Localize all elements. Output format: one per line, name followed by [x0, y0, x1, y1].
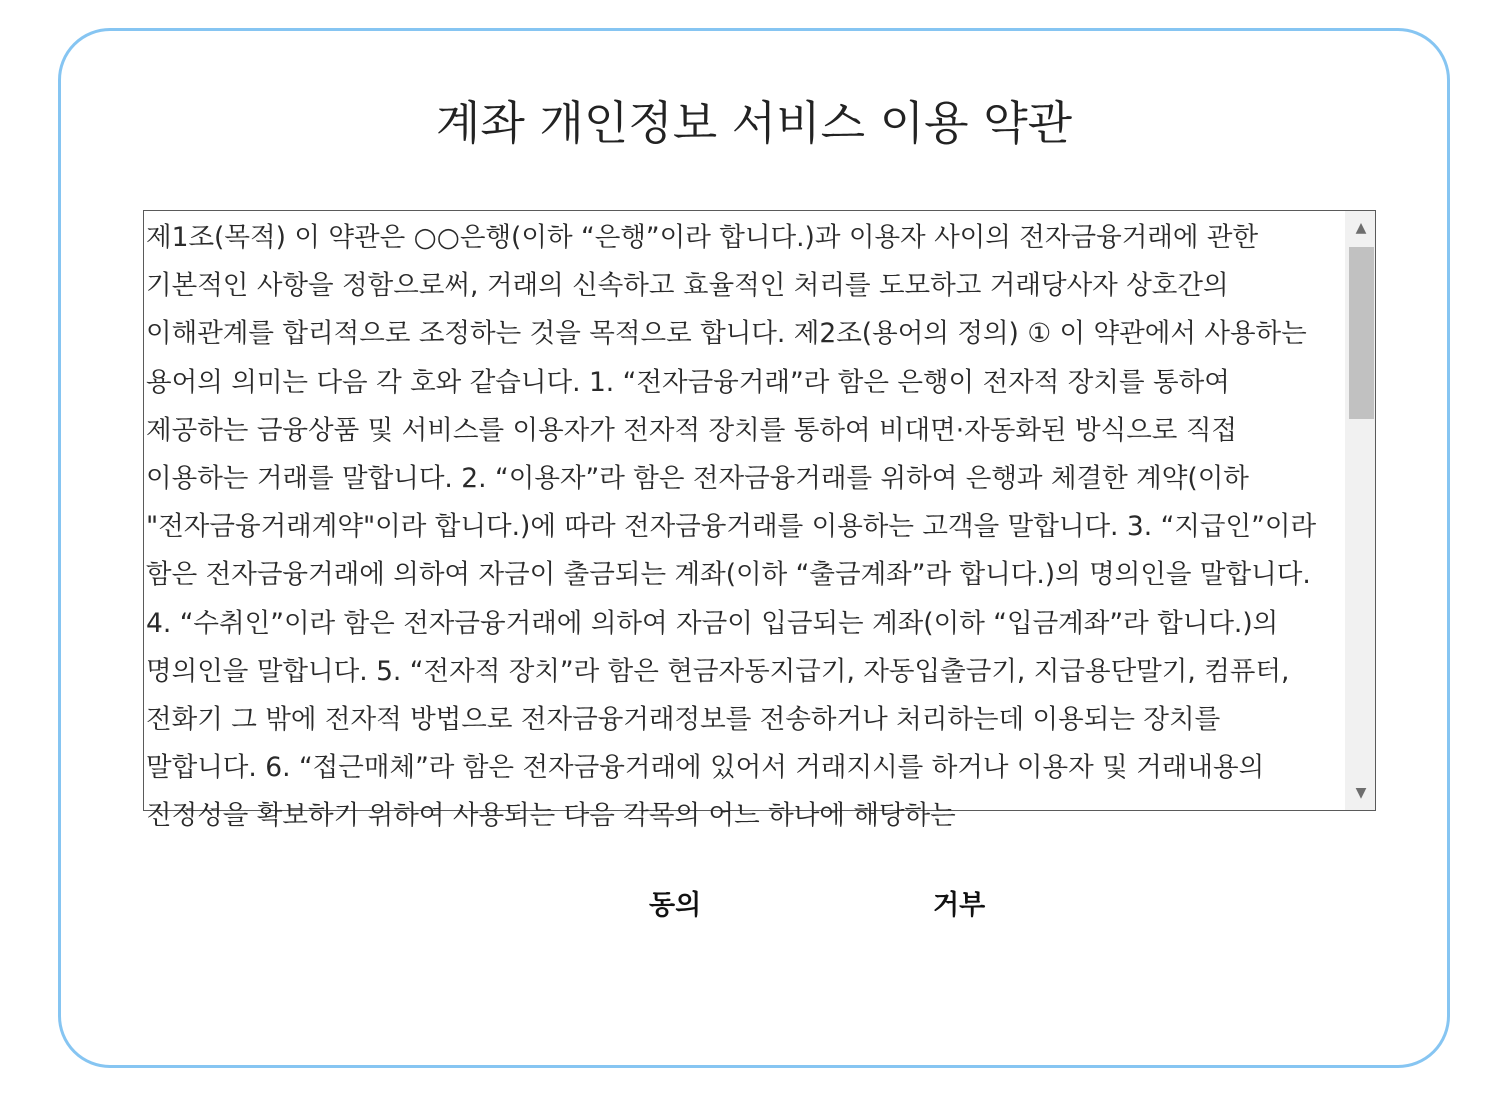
decline-button[interactable]: 거부: [923, 879, 995, 926]
terms-text: 제1조(목적) 이 약관은 ○○은행(이하 “은행”이라 합니다.)과 이용자 사이의 전자금융거래에 관한 기본적인 사항을 정함으로써, 거래의 신속하고 효율적인 처리를 도모하고 거래당사자 상호간의 이해관계를 합리적으로 조정하는 것을 목적으로 합니다. 제2조(용어의 정의) ① 이 약관에서 사용하는 용어의 의미는 다음 각 호와 같습니다. 1. “전자금융거래”라 함은 은행이 전자적 장치를 통하여 제공하는 금융상품 및 서비스를 이용자가 전자적 장치를 통하여 비대면·자동화된 방식으로 직접 이용하는 거래를 말합니다. 2. “이용자”라 함은 전자금융거래를 위하여 은행과 체결한 계약(이하 "전자금융거래계약"이라 합니다.)에 따라 전자금융거래를 이용하는 고객을 말합니다. 3. “지급인”이라 함은 전자금융거래에 의하여 자금이 출금되는 계좌(이하 “출금계좌”라 합니다.)의 명의인을 말합니다. 4. “수취인”이라 함은 전자금융거래에 의하여 자금이 입금되는 계좌(이하 “입금계좌”라 합니다.)의 명의인을 말합니다. 5. “전자적 장치”라 함은 현금자동지급기, 자동입출금기, 지급용단말기, 컴퓨터, 전화기 그 밖에 전자적 방법으로 전자금융거래정보를 전송하거나 처리하는데 이용되는 장치를 말합니다. 6. “접근매체”라 함은 전자금융거래에 있어서 거래지시를 하거나 이용자 및 거래내용의 진정성을 확보하기 위하여 사용되는 다음 각목의 어느 하나에 해당하는: [146, 222, 1317, 832]
vertical-scrollbar[interactable]: [1345, 211, 1375, 810]
dialog-title: 계좌 개인정보 서비스 이용 약관: [435, 96, 1073, 150]
terms-textarea[interactable]: [143, 210, 1376, 832]
scroll-up-arrow-icon[interactable]: ▲: [1355, 220, 1367, 236]
scroll-thumb[interactable]: [1349, 247, 1374, 419]
terms-dialog: [58, 28, 1450, 1068]
agree-button[interactable]: 동의: [639, 879, 711, 926]
scroll-down-arrow-icon[interactable]: ▼: [1355, 785, 1367, 801]
